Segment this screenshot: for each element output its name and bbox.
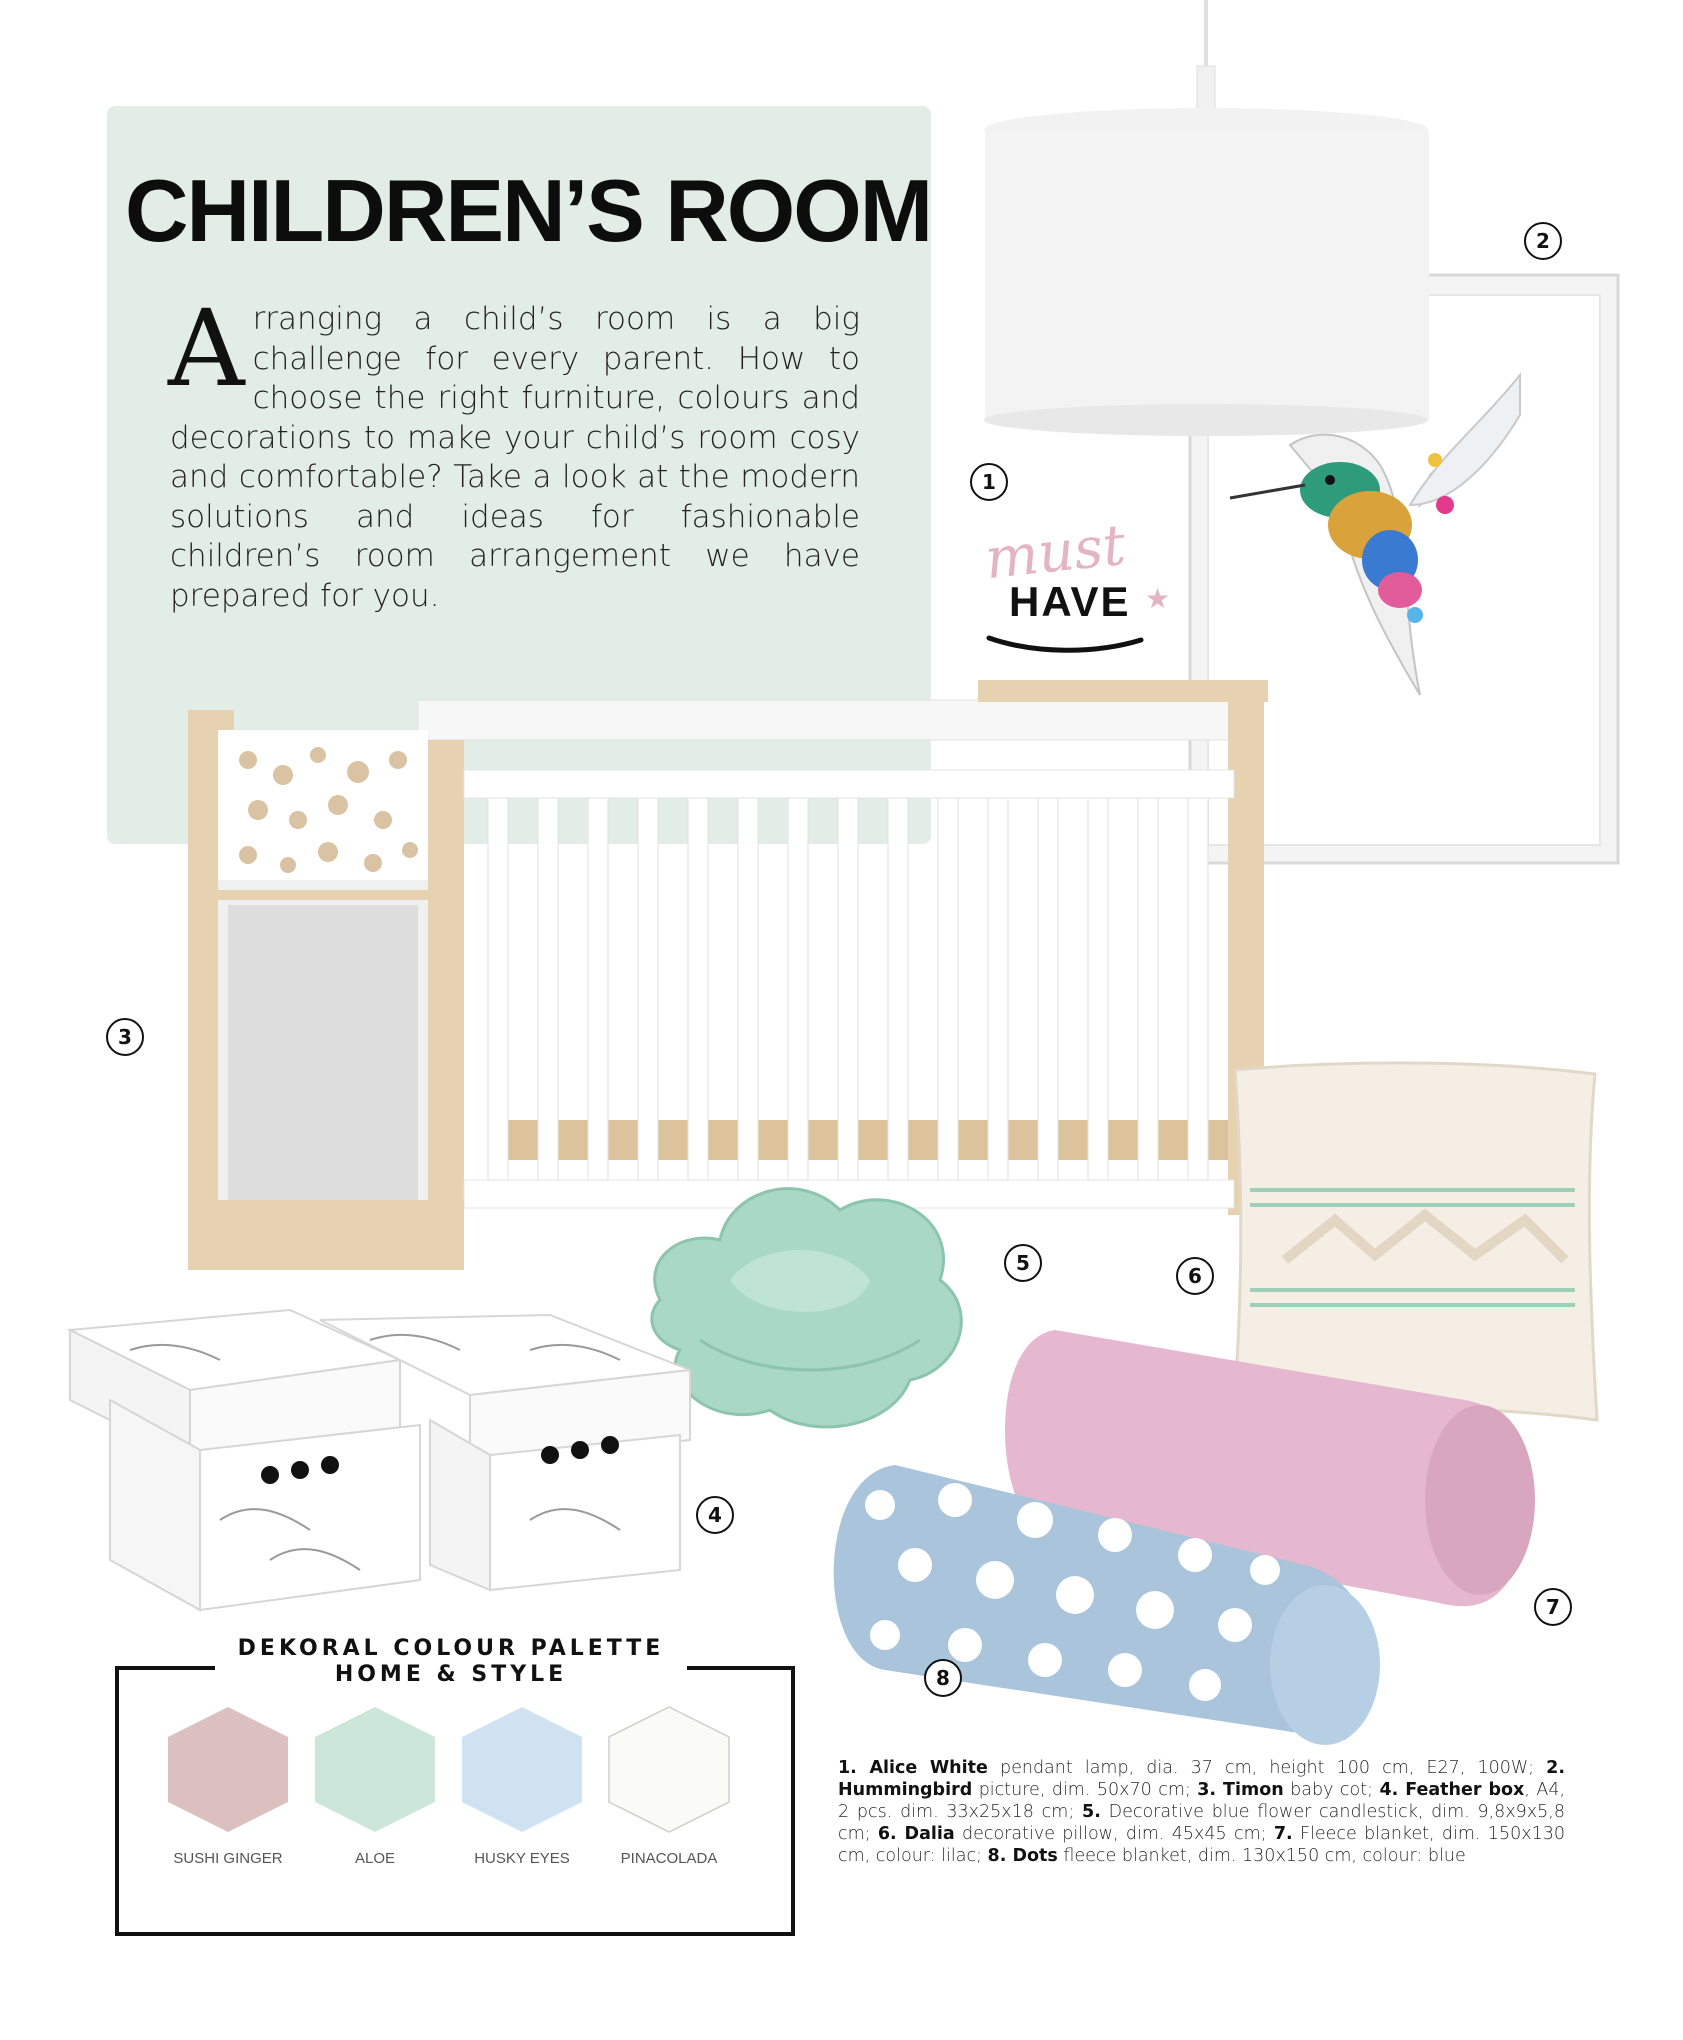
marker-8: 8	[924, 1659, 962, 1697]
marker-7: 7	[1534, 1588, 1572, 1626]
swatch-label-sushi-ginger: SUSHI GINGER	[173, 1850, 283, 1867]
drop-cap: A	[168, 287, 245, 410]
marker-2: 2	[1524, 222, 1562, 260]
swatch-label-husky-eyes: HUSKY EYES	[474, 1850, 570, 1867]
product-details: baby cot;	[1283, 1780, 1380, 1800]
must-have-badge	[981, 512, 1185, 650]
product-details: decorative pillow, dim. 45x45 cm;	[954, 1824, 1274, 1844]
marker-1: 1	[970, 463, 1008, 501]
swatch-pinacolada	[609, 1707, 729, 1832]
product-name: 8. Dots	[987, 1846, 1058, 1866]
product-details: Decorative blue flower candlestick, dim. 9,8x9x5,8 cm;	[838, 1802, 1565, 1844]
palette-title	[215, 1636, 687, 1688]
must-script-text: must	[981, 512, 1129, 593]
product-name: 6. Dalia	[877, 1824, 955, 1844]
marker-5: 5	[1004, 1244, 1042, 1282]
marker-3: 3	[106, 1018, 144, 1056]
palette-title-line1: DEKORAL COLOUR PALETTE	[237, 1636, 665, 1661]
product-name: 7.	[1273, 1824, 1293, 1844]
swatch-sushi-ginger	[168, 1707, 288, 1832]
swoosh-underline	[985, 620, 1145, 650]
swatch-husky-eyes	[462, 1707, 582, 1832]
have-text: HAVE	[1009, 578, 1131, 625]
swatch-label-aloe: ALOE	[354, 1850, 396, 1867]
product-name: 3. Timon	[1197, 1780, 1284, 1800]
swatch-label-pinacolada: PINACOLADA	[620, 1850, 718, 1867]
fleece-blanket-blue	[825, 1445, 1405, 1745]
product-item	[1197, 1780, 1379, 1800]
product-name: 2. Hummingbird	[838, 1758, 1565, 1800]
page-title: CHILDREN’S ROOM	[125, 161, 931, 260]
product-details: Fleece blanket, dim. 150x130 cm, colour: lilac;	[838, 1824, 1565, 1866]
product-item	[988, 1846, 1466, 1866]
product-name: 5.	[1082, 1802, 1101, 1822]
product-descriptions	[838, 1757, 1565, 1867]
marker-4: 4	[696, 1496, 734, 1534]
feather-boxes	[70, 1290, 700, 1620]
intro-text: rranging a child’s room is a big challenge for every parent. How to choose the right furniture, colours and decorations to make your child’s room cosy and comfortable? Take a look at the modern solutions and ideas for fashionable children’s room arrangement we have prepared for you.	[170, 301, 860, 614]
product-details: picture, dim. 50x70 cm;	[972, 1780, 1198, 1800]
palette-swatches	[160, 1705, 760, 1835]
star-icon: ★	[1145, 582, 1171, 615]
product-details: pendant lamp, dia. 37 cm, height 100 cm, E27, 100W;	[987, 1758, 1547, 1778]
marker-6: 6	[1176, 1257, 1214, 1295]
product-item	[878, 1824, 1274, 1844]
swatch-aloe	[315, 1707, 435, 1832]
product-item	[838, 1758, 1546, 1778]
pendant-lamp	[985, 0, 1435, 440]
palette-title-line2: HOME & STYLE	[334, 1662, 568, 1687]
product-details: fleece blanket, dim. 130x150 cm, colour: blue	[1057, 1846, 1466, 1866]
product-name: 4. Feather box	[1379, 1780, 1525, 1800]
intro-paragraph	[168, 287, 860, 616]
product-name: 1. Alice White	[838, 1758, 988, 1778]
product-details: , A4, 2 pcs. dim. 33x25x18 cm;	[838, 1780, 1566, 1822]
